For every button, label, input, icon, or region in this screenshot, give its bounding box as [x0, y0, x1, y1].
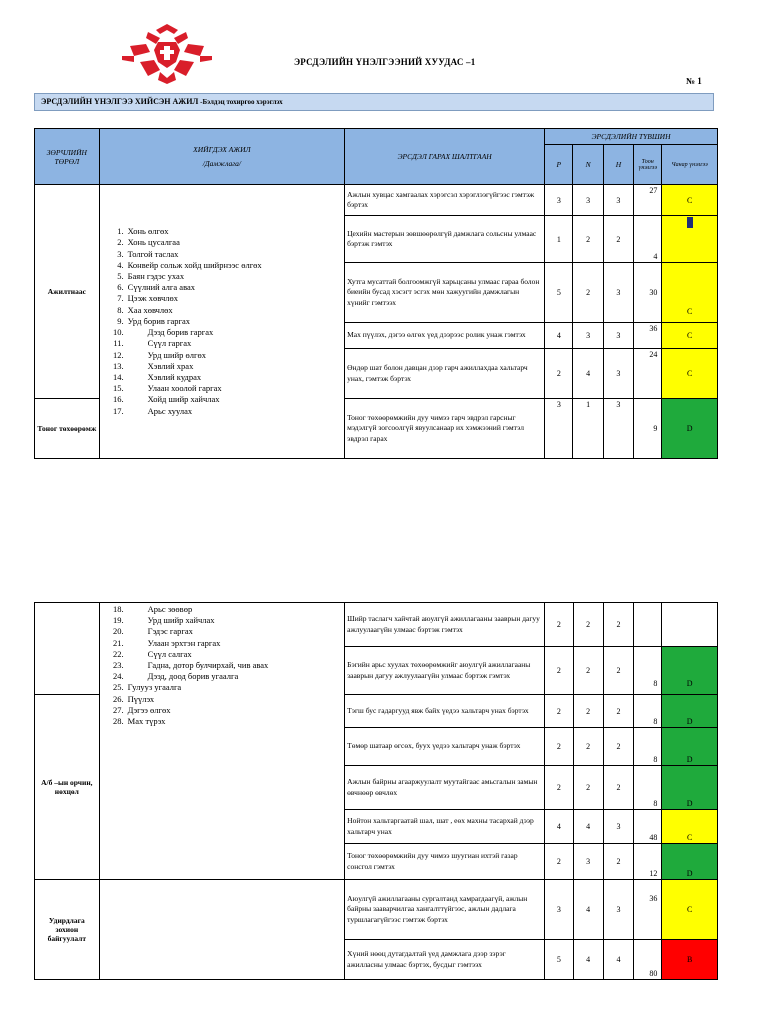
h-value: 3 [603, 263, 633, 323]
task-label: Пүүлэх [127, 693, 155, 704]
p-value: 2 [545, 728, 573, 766]
task-label: Цээж хөвчлөх [127, 293, 178, 304]
task-label: Улаан эрхтэн гаргах [147, 637, 221, 648]
task-item [117, 237, 342, 248]
task-number: 9. [117, 315, 124, 326]
n-value: 4 [573, 880, 603, 940]
hazard-cause: Тоног төхөөрөмжийн дуу чимээ шуугиан ихтэй газар сонсгол гэмтэх [345, 844, 545, 880]
quality-badge: D [662, 766, 718, 810]
hazard-cause: Цехийн мастерын зөвшөөрөлгүй дамжлага сольсны улмаас бэртэж гэмтэх [345, 216, 545, 263]
risk-table-1 [34, 128, 718, 459]
task-label: Дээд борив гаргах [147, 327, 214, 338]
quality-badge: C [662, 880, 718, 940]
quality-badge: C [662, 185, 718, 216]
hazard-cause: Аюулгүй ажиллагааны сургалтанд хамрагдаагүй, ажлын байрны зааварчилгаа хангалттүйгээс, ажлын дадлага туршлагагүйгээс гэмтэж бэртэх [345, 880, 545, 940]
task-list [99, 603, 345, 880]
task-item [113, 327, 342, 338]
score-value: 8 [634, 766, 662, 810]
hazard-cause: Тэгш бус гадаргууд явж байх үедээ хальтарч унах бэртэх [345, 695, 545, 728]
risk-group: Ажилтнаас [35, 185, 100, 399]
task-label: Дэгээ өлгөх [127, 704, 171, 715]
n-value: 2 [573, 728, 603, 766]
hazard-cause: Тоног төхөөрөмжийн дуу чимээ гарч эвдрэл гарсныг мэдэлгүй зогсоолгүй явуулсанаар их хэмжээний гэмтэл эвдрэл гарах [345, 399, 545, 459]
p-value: 4 [545, 810, 573, 844]
p-value: 2 [545, 844, 573, 880]
quality-marker-icon [687, 217, 693, 228]
task-list-empty [99, 880, 345, 980]
h-value: 2 [603, 844, 633, 880]
score-value: 8 [634, 695, 662, 728]
task-item [113, 371, 342, 383]
task-item [113, 349, 342, 361]
task-item [113, 704, 343, 716]
h-value: 3 [603, 185, 633, 216]
task-label: Арьс зөөвөр [147, 604, 193, 614]
task-number: 15. [113, 383, 124, 394]
task-list [99, 185, 344, 459]
p-value: 2 [545, 603, 573, 647]
task-number: 1. [117, 226, 124, 237]
task-label: Сүүлний алга авах [127, 282, 196, 293]
quality-badge: C [662, 349, 718, 399]
n-value: 4 [573, 810, 603, 844]
hazard-cause: Ажлын байрны агааржуулалт муутайгаас амьсгалын замын өвчнөөр өвчлөх [345, 766, 545, 810]
task-item [113, 615, 343, 626]
task-item [117, 226, 342, 237]
n-value: 2 [573, 216, 603, 263]
hazard-cause: Бэгийн арьс хуулах төхөөрөмжийг аюулгүй ажиллагааны зааврын дагуу ажлуулаагүйн улмаас бэртэж гэмтэх [345, 647, 545, 695]
header-risk-level: ЭРСДЭЛИЙН ТҮВШИН [545, 129, 718, 145]
task-item [113, 394, 342, 405]
p-value: 2 [545, 695, 573, 728]
hazard-cause: Хутга мусаттай болгоомжгүй харьцсаны улмаас гараа болон биеийн бусад хэсэгт эсгэх мөн хажуугийн дамжлагын хүнийг гэмтээх [345, 263, 545, 323]
task-label: Гадна, дотор булчирхай, чив авах [147, 660, 269, 671]
header-score: Тоон үнэлгээ [634, 145, 662, 185]
h-value: 2 [603, 728, 633, 766]
score-value: 4 [634, 216, 662, 263]
header-h: Н [603, 145, 633, 185]
task-number: 10. [113, 327, 124, 338]
h-value: 3 [603, 399, 633, 459]
n-value: 2 [573, 263, 603, 323]
risk-group: Тоног төхөөрөмж [35, 399, 100, 459]
task-number: 19. [113, 615, 124, 626]
n-value: 2 [573, 603, 603, 647]
p-value: 3 [545, 399, 573, 459]
p-value: 3 [545, 880, 573, 940]
score-value: 36 [634, 880, 662, 940]
task-label: Хэвлий храх [147, 360, 194, 371]
header-work: ХИЙГДЭХ АЖИЛ /Дамжлага/ [99, 129, 344, 185]
header-p: Р [545, 145, 573, 185]
n-value: 1 [573, 399, 603, 459]
quality-badge: D [662, 844, 718, 880]
p-value: 2 [545, 647, 573, 695]
work-banner [34, 93, 714, 111]
h-value: 2 [603, 695, 633, 728]
task-label: Толгой таслах [127, 248, 179, 259]
task-item [117, 271, 342, 282]
task-number: 21. [113, 637, 124, 648]
task-number: 25. [113, 682, 124, 693]
task-item [113, 648, 343, 660]
hazard-cause: Мах пүүлэх, дэгээ өлгөх үед дээрээс ролик унаж гэмтэх [345, 323, 545, 349]
task-item [113, 671, 343, 682]
score-value: 36 [634, 323, 662, 349]
score-value [634, 603, 662, 647]
score-value: 8 [634, 647, 662, 695]
task-label: Конвейр сольж хойд шийрнээс өлгөх [127, 259, 262, 270]
header-risk-type: ЗӨРЧЛИЙН ТӨРӨЛ [35, 129, 100, 185]
hazard-cause: Шийр таслагч хайчтай аюулгүй ажиллагааны зааврын дагуу ажлуулаагүйн улмаас бэртэж гэмтэх [345, 603, 545, 647]
task-number: 18. [113, 604, 124, 614]
task-number: 20. [113, 626, 124, 637]
task-label: Гулууз угаалга [127, 682, 182, 693]
n-value: 3 [573, 844, 603, 880]
risk-group: Удирдлага зохион байгуулалт [35, 880, 100, 980]
n-value: 4 [573, 349, 603, 399]
task-number: 5. [117, 271, 124, 282]
task-label: Хонь өлгөх [127, 226, 169, 237]
task-number: 7. [117, 293, 124, 304]
score-value: 80 [634, 940, 662, 980]
quality-badge: C [662, 810, 718, 844]
hazard-cause: Ажлын хувцас хамгаалах хэрэгсэл хэрэглээгүйгээс гэмтэж бэртэх [345, 185, 545, 216]
quality-badge [662, 603, 718, 647]
quality-badge: D [662, 728, 718, 766]
h-value: 2 [603, 603, 633, 647]
h-value: 3 [603, 323, 633, 349]
task-item [117, 259, 342, 271]
task-item [117, 304, 342, 316]
hazard-cause: Төмөр шатаар өгсөх, буух үедээ хальтарч унаж бэртэх [345, 728, 545, 766]
score-value: 9 [634, 399, 662, 459]
h-value: 2 [603, 647, 633, 695]
task-number: 8. [117, 304, 124, 315]
task-item [113, 637, 343, 649]
task-label: Хонь цусалгаа [127, 237, 180, 248]
quality-badge: D [662, 647, 718, 695]
task-number: 28. [113, 716, 124, 727]
h-value: 3 [603, 880, 633, 940]
score-value: 48 [634, 810, 662, 844]
task-number: 14. [113, 371, 124, 382]
task-number: 12. [113, 349, 124, 360]
score-value: 12 [634, 844, 662, 880]
hazard-cause: Хүний нөөц дутагдалтай үед дамжлага дээр зэрэг ажилласны улмаас бэртэх, бусдыг гэмтээх [345, 940, 545, 980]
risk-table-2 [34, 602, 718, 980]
task-label: Хэвлий кудрах [147, 371, 202, 382]
task-number: 3. [117, 248, 124, 259]
company-logo [120, 22, 215, 84]
quality-badge: B [662, 940, 718, 980]
task-item [113, 405, 342, 417]
p-value: 5 [545, 263, 573, 323]
task-number: 4. [117, 259, 124, 270]
task-number: 16. [113, 394, 124, 405]
h-value: 3 [603, 810, 633, 844]
quality-badge [662, 216, 718, 263]
task-item [113, 660, 343, 671]
quality-badge: C [662, 323, 718, 349]
n-value: 2 [573, 647, 603, 695]
task-number: 26. [113, 693, 124, 704]
task-item [117, 248, 342, 260]
score-value: 30 [634, 263, 662, 323]
task-item [113, 383, 342, 394]
header-quality: Чанар үнэлгээ [662, 145, 718, 185]
p-value: 2 [545, 766, 573, 810]
hazard-cause: Нойтон хальтаргаатай шал, шат , еөх махны тасархай дээр хальтарч унах [345, 810, 545, 844]
p-value: 4 [545, 323, 573, 349]
task-number: 27. [113, 704, 124, 715]
task-number: 11. [113, 338, 124, 349]
task-label: Дээд, доод борив угаалга [147, 671, 239, 682]
task-item [113, 604, 343, 615]
quality-badge: D [662, 399, 718, 459]
score-value: 24 [634, 349, 662, 399]
n-value: 3 [573, 185, 603, 216]
task-label: Арьс хуулах [147, 405, 193, 416]
task-label: Урд борив гаргах [127, 315, 191, 326]
risk-group: А/б –ын орчин, нөхцөл [35, 695, 100, 880]
task-item [117, 293, 342, 304]
document-title: ЭРСДЭЛИЙН ҮНЭЛГЭЭНИЙ ХУУДАС –1 [294, 57, 476, 67]
n-value: 3 [573, 323, 603, 349]
h-value: 3 [603, 349, 633, 399]
task-item [113, 716, 343, 727]
document-number: № 1 [686, 76, 702, 86]
task-label: Хаа хөвчлөх [127, 304, 173, 315]
h-value: 2 [603, 216, 633, 263]
h-value: 4 [603, 940, 633, 980]
task-label: Урд шийр өлгөх [147, 349, 207, 360]
task-label: Сүүл салгах [147, 648, 192, 659]
task-item [117, 315, 342, 327]
task-number: 17. [113, 405, 124, 416]
n-value: 2 [573, 766, 603, 810]
risk-group [35, 603, 100, 695]
task-label: Хойд шийр хайчлах [147, 394, 220, 405]
h-value: 2 [603, 766, 633, 810]
banner-sub: -Бэлдэц тохиргоо хэрэглэх [198, 98, 283, 106]
p-value: 2 [545, 349, 573, 399]
quality-badge: C [662, 263, 718, 323]
task-label: Мах түрэх [127, 716, 166, 727]
task-item [113, 682, 343, 693]
task-number: 24. [113, 671, 124, 682]
task-label: Урд шийр хайчлах [147, 615, 215, 626]
score-value: 8 [634, 728, 662, 766]
n-value: 4 [573, 940, 603, 980]
task-label: Баян гэдэс ухах [127, 271, 185, 282]
task-number: 6. [117, 282, 124, 293]
task-label: Гэдэс гаргах [147, 626, 193, 637]
quality-badge: D [662, 695, 718, 728]
header-cause: ЭРСДЭЛ ГАРАХ ШАЛТГААН [345, 129, 545, 185]
task-item [113, 693, 343, 705]
task-number: 2. [117, 237, 124, 248]
task-item [113, 360, 342, 372]
p-value: 1 [545, 216, 573, 263]
task-item [117, 282, 342, 293]
score-value: 27 [634, 185, 662, 216]
hazard-cause: Өндөр шат болон давцан дээр гарч ажиллахдаа хальтарч унах, гэмтэж бэртэх [345, 349, 545, 399]
n-value: 2 [573, 695, 603, 728]
p-value: 3 [545, 185, 573, 216]
task-label: Улаан хоолой гаргах [147, 383, 222, 394]
p-value: 5 [545, 940, 573, 980]
task-number: 13. [113, 360, 124, 371]
banner-main: ЭРСДЭЛИЙН ҮНЭЛГЭЭ ХИЙСЭН АЖИЛ [41, 97, 199, 106]
task-item [113, 338, 342, 349]
task-number: 22. [113, 648, 124, 659]
header-n: N [573, 145, 603, 185]
task-number: 23. [113, 660, 124, 671]
task-label: Сүүл гаргах [147, 338, 192, 349]
task-item [113, 626, 343, 637]
